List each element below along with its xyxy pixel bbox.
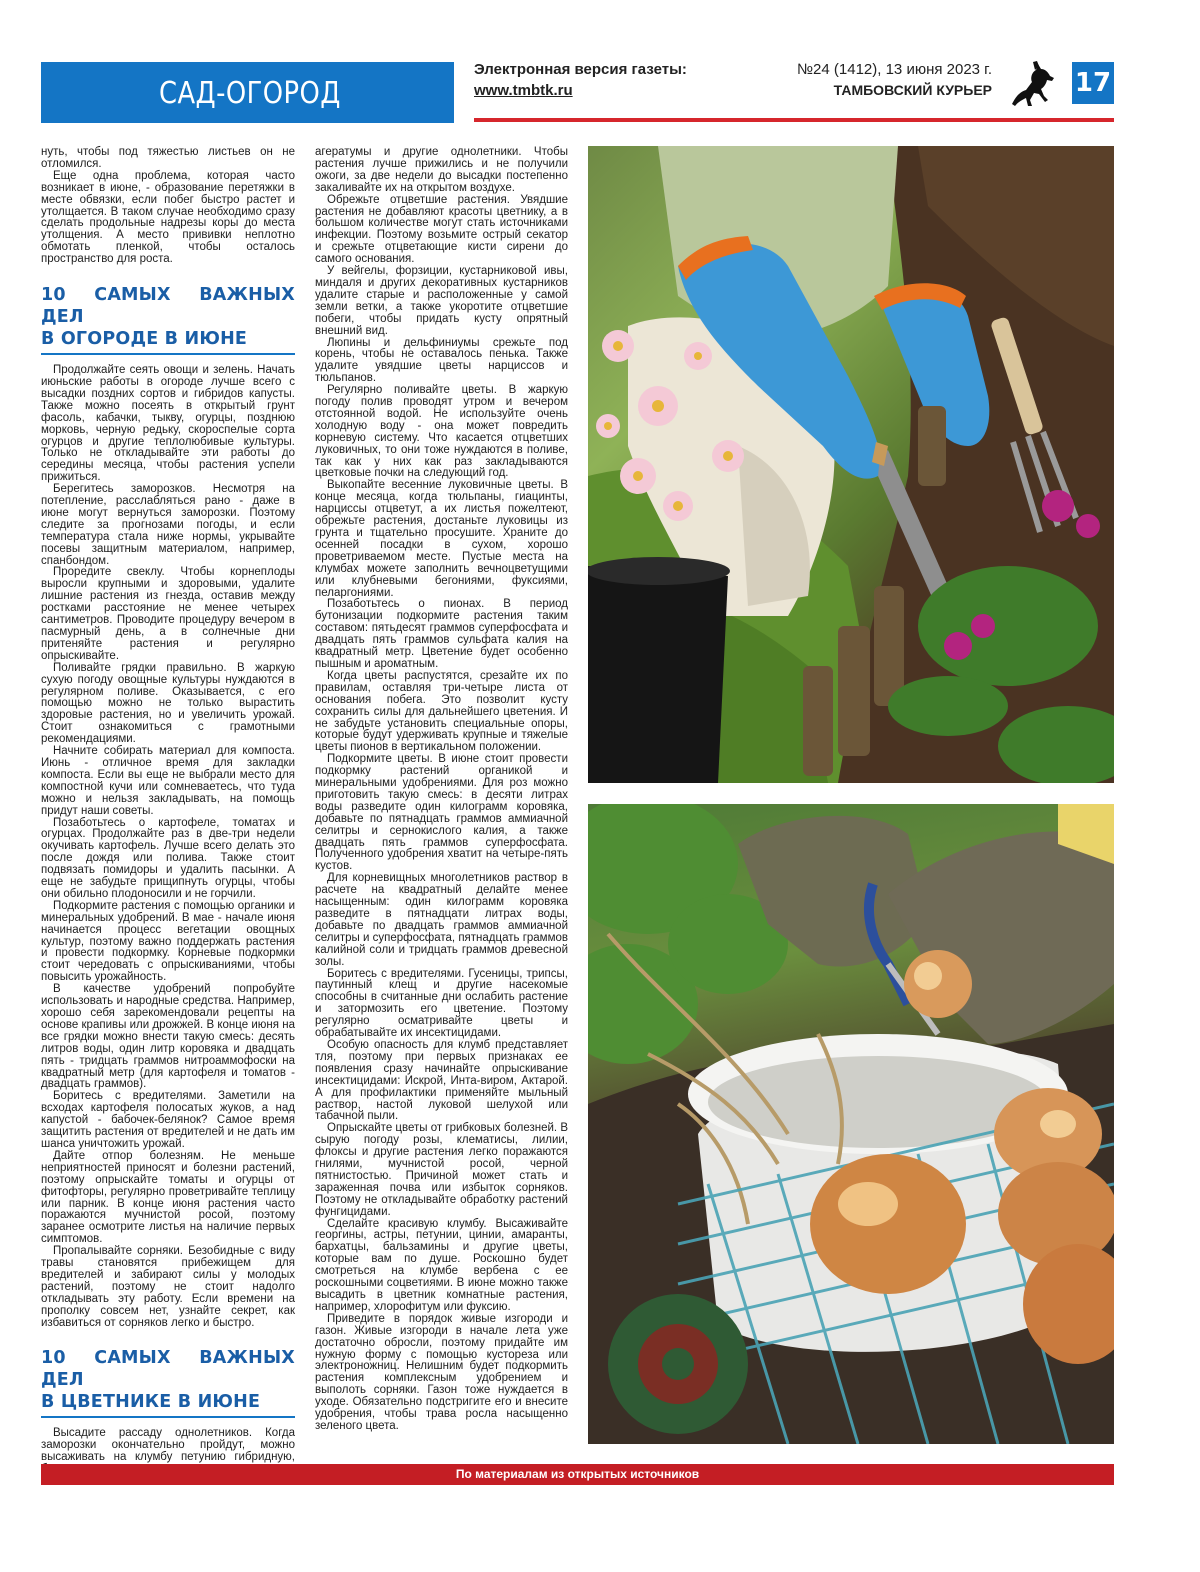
paragraph: Начните собирать материал для компоста. Июнь - отличное время для закладки компоста. Если вы еще не выбрали место для компостной кучи или сомневаетесь, что туда можно и нельзя закладывать, на помощь придут наши советы. [41, 745, 295, 817]
paragraph: Дайте отпор болезням. Не меньше неприятностей приносят и болезни растений, поэтому опрыскайте томаты и огурцы от фитофторы, регулярно проветривайте теплицу или парник. В конце июня растения часто поражаются мучнистой росой, поэтому заранее осмотрите листья на наличие первых симптомов. [41, 1149, 295, 1246]
newspaper-title: ТАМБОВСКИЙ КУРЬЕР [833, 82, 992, 98]
paragraph: Позаботьтесь о пионах. В период бутонизации подкормите растения таким составом: пятьдесят граммов суперфосфата и двадцать пять граммов сульфата калия на квадратный метр. Цветение будет особенно пышным и ароматным. [315, 598, 568, 670]
paragraph: Выкопайте весенние луковичные цветы. В конце месяца, когда тюльпаны, гиацинты, нарциссы отцветут, а их листья пожелтеют, обрежьте растения, достаньте луковицы из грунта и тщательно просушите. Храните до осенней посадки в сухом, хорошо проветриваемом месте. Пустые места на клумбах можете заполнить вечноцветущими или клубневыми бегониями, фуксиями, пеларгониями. [315, 479, 568, 599]
paragraph: Опрыскайте цветы от грибковых болезней. В сырую погоду розы, клематисы, лилии, флоксы и другие растения легко поражаются гнилями, мучнистой росой, черной пятнистостью. Причиной может стать и зараженная почва или избыток сорняков. Поэтому не откладывайте обработку растений фунгицидами. [315, 1122, 568, 1218]
heading-line: 10 САМЫХ ВАЖНЫХ ДЕЛ [41, 285, 295, 328]
paragraph: нуть, чтобы под тяжестью листьев он не отломился. [41, 146, 295, 170]
section-heading-garden [41, 284, 295, 355]
header-divider [474, 118, 1114, 122]
paragraph: Проредите свеклу. Чтобы корнеплоды выросли крупными и здоровыми, удалите лишние растения из гнезда, оставив между ростками расстояние не менее четырех сантиметров. Проводите процедуру вечером в пасмурный день, а в солнечные дни притеняйте растения и регулярно опрыскивайте. [41, 566, 295, 662]
paragraph: Пропалывайте сорняки. Безобидные с виду травы становятся прибежищем для вредителей и забирают силы у молодых растений, поэтому не стоит надолго откладывать эту работу. Если времени на прополку совсем нет, узнайте секрет, как избавиться от сорняков легко и быстро. [41, 1245, 295, 1329]
photo-gardener-planting [588, 146, 1114, 783]
paragraph: Еще одна проблема, которая часто возникает в июне, - образование перетяжки в месте обвязки, если побег быстро растет и утолщается. В таком случае необходимо сразу сделать продольные надрезы коры до места утолщения. А место прививки неплотно обмотать пленкой, чтобы осталось пространство для роста. [41, 169, 295, 266]
photo-gardener-illustration [588, 146, 1114, 783]
paragraph: Высадите рассаду однолетников. Когда заморозки окончательно пройдут, можно высаживать на клумбу петунию гибридную, [41, 1427, 295, 1464]
paragraph: Продолжайте сеять овощи и зелень. Начать июньские работы в огороде лучше всего с высадки поздних сортов и гибридов капусты. Также можно посеять в открытый грунт фасоль, кабачки, тыкву, огурцы, позднюю морковь, черную редьку, скороспелые сорта огурцов и другие теплолюбивые культуры. Только не откладывайте эти работы до середины месяца, чтобы растения успели прижиться. [41, 364, 295, 484]
section-title: САД-ОГОРОД [159, 76, 341, 111]
paragraph: Приведите в порядок живые изгороди и газон. Живые изгороди в начале лета уже достаточно обросли, поэтому придайте им нужную форму с помощью кустореза или электроножниц. Нелишним будет подкормить растения комплексным удобрением и выполоть сорняки. Газон тоже нуждается в уходе. Обязательно подстригите его и внесите удобрения, чтобы трава росла насыщенно зеленого цвета. [315, 1312, 568, 1432]
paragraph: В качестве удобрений попробуйте использовать и народные средства. Например, хорошо себя зарекомендовали рецепты на основе крапивы или дрожжей. В конце июня на все грядки можно внести такую смесь: десять литров воды, один литр коровяка и двадцать пять - тридцать граммов нитроаммофоски на квадратный метр (для картофеля и томатов - двадцать граммов). [41, 983, 295, 1091]
section-rubric [41, 62, 454, 123]
paragraph: Сделайте красивую клумбу. Высаживайте георгины, астры, петунии, цинии, амаранты, бархатцы, бальзамины и другие цветы, которые вам по душе. Роскошно будет смотреться на клумбе вербена с ее роскошными соцветиями. В июне можно также высадить в цветник комнатные растения, например, хлорофитум или фуксию. [315, 1217, 568, 1313]
paragraph: Боритесь с вредителями. Заметили на всходах картофеля полосатых жуков, а над капустой - бабочек-белянок? Самое время защитить растения от вредителей и не дать им шанса уничтожить урожай. [41, 1090, 295, 1150]
page-number: 17 [1072, 62, 1114, 104]
paragraph: Боритесь с вредителями. Гусеницы, трипсы, паутинный клещ и другие насекомые способны в считанные дни ослабить растение и затормозить его цветение. Поэтому регулярно осматривайте цветы и обрабатывайте их инсектицидами. [315, 967, 568, 1040]
site-link[interactable]: www.tmbtk.ru [474, 82, 573, 99]
article-column-1 [41, 147, 295, 1476]
edition-label: Электронная версия газеты: [474, 61, 687, 78]
paragraph: Для корневищных многолетников раствор в расчете на квадратный делайте менее насыщенным: один килограмм коровяка разведите в пятнадцати литрах воды, добавьте по двадцать граммов аммиачной селитры и суперфосфата, пятнадцать граммов калийной соли и тридцать граммов древесной золы. [315, 872, 568, 968]
edition-info [474, 61, 687, 99]
paragraph: Берегитесь заморозков. Несмотря на потепление, расслабляться рано - даже в июне могут вернуться заморозки. Поэтому следите за прогнозами погоды, и если температура стала ниже нормы, укрывайте посевы защитным материалом, например, спанбондом. [41, 483, 295, 567]
paragraph: Регулярно поливайте цветы. В жаркую погоду полив проводят утром и вечером отстоянной водой. Не используйте очень холодную воду - она может повредить корневую систему. Что касается отцветших луковичных, то они тоже нуждаются в поливе, так как у них как раз закладываются цветковые почки на следующий год. [315, 384, 568, 480]
paragraph: агератумы и другие однолетники. Чтобы растения лучше прижились и не получили ожоги, за две недели до высадки постепенно закаливайте их на открытом воздухе. [315, 146, 568, 194]
photo-onion-illustration [588, 804, 1114, 1444]
horse-rider-icon [1006, 60, 1058, 108]
paragraph: Особую опасность для клумб представляет тля, поэтому при первых признаках ее появления сразу начинайте опрыскивание инсектицидами: Искрой, Инта-виром, Актарой. А для профилактики применяйте мыльный раствор, настой луковой шелухой или табачной пыли. [315, 1038, 568, 1123]
paragraph: Когда цветы распустятся, срезайте их по правилам, оставляя три-четыре листа от основания побега. Это позволит кусту сохранить силы для дальнейшего цветения. И не забудьте установить специальные опоры, которые будут удерживать крупные и тяжелые цветы пионов в вертикальном положении. [315, 669, 568, 754]
issue-info [797, 61, 992, 98]
paragraph: Люпины и дельфиниумы срежьте под корень, чтобы не оставалось пенька. Также удалите увядшие цветы нарциссов и тюльпанов. [315, 336, 568, 385]
paragraph: Подкормите цветы. В июне стоит провести подкормку растений органикой и минеральными удобрениями. Для роз можно приготовить такую смесь: в десяти литрах воды разведите один килограмм коровяка, добавьте по пятнадцать граммов аммиачной селитры и сернокислого калия, а также двадцать пять граммов суперфосфата. Полученного удобрения хватит на четыре-пять кустов. [315, 753, 568, 873]
footer-source: По материалам из открытых источников [41, 1464, 1114, 1485]
photo-onion-harvest [588, 804, 1114, 1444]
article-column-2 [315, 147, 568, 1433]
section-heading-flowerbed [41, 1347, 295, 1418]
paragraph: Подкормите растения с помощью органики и минеральных удобрений. В мае - начале июня начинается процесс вегетации овощных культур, поэтому важно поддержать растения и провести подкормку. Корневые подкормки стоит чередовать с опрыскиваниями, чтобы повысить урожайность. [41, 899, 295, 984]
paragraph: Поливайте грядки правильно. В жаркую сухую погоду овощные культуры нуждаются в регулярном поливе. Оказывается, с его помощью можно не только вырастить здоровые растения, но и увеличить урожай. Стоит ознакомиться с грамотными рекомендациями. [41, 661, 295, 746]
paragraph: Позаботьтесь о картофеле, томатах и огурцах. Продолжайте раз в две-три недели окучивать картофель. Лучше всего делать это после дождя или полива. Также стоит подвязать помидоры и удалить пасынки. А еще не забудьте прищипнуть огурцы, чтобы они обильно плодоносили и не горчили. [41, 816, 295, 900]
heading-line: В ЦВЕТНИКЕ В ИЮНЕ [41, 1392, 261, 1413]
heading-line: В ОГОРОДЕ В ИЮНЕ [41, 329, 248, 350]
paragraph: Обрежьте отцветшие растения. Увядшие растения не добавляют красоты цветнику, а в большом количестве могут стать источниками инфекции. Поэтому возьмите острый секатор и срежьте отцветающие кисти сирени до самого основания. [315, 193, 568, 266]
paragraph: У вейгелы, форзиции, кустарниковой ивы, миндаля и других декоративных кустарников удалите старые и расположенные у самой земли ветки, а также укоротите отцветшие побеги, чтобы придать кусту опрятный внешний вид. [315, 265, 568, 337]
heading-line: 10 САМЫХ ВАЖНЫХ ДЕЛ [41, 1348, 295, 1391]
issue-number-date: №24 (1412), 13 июня 2023 г. [796, 61, 992, 78]
